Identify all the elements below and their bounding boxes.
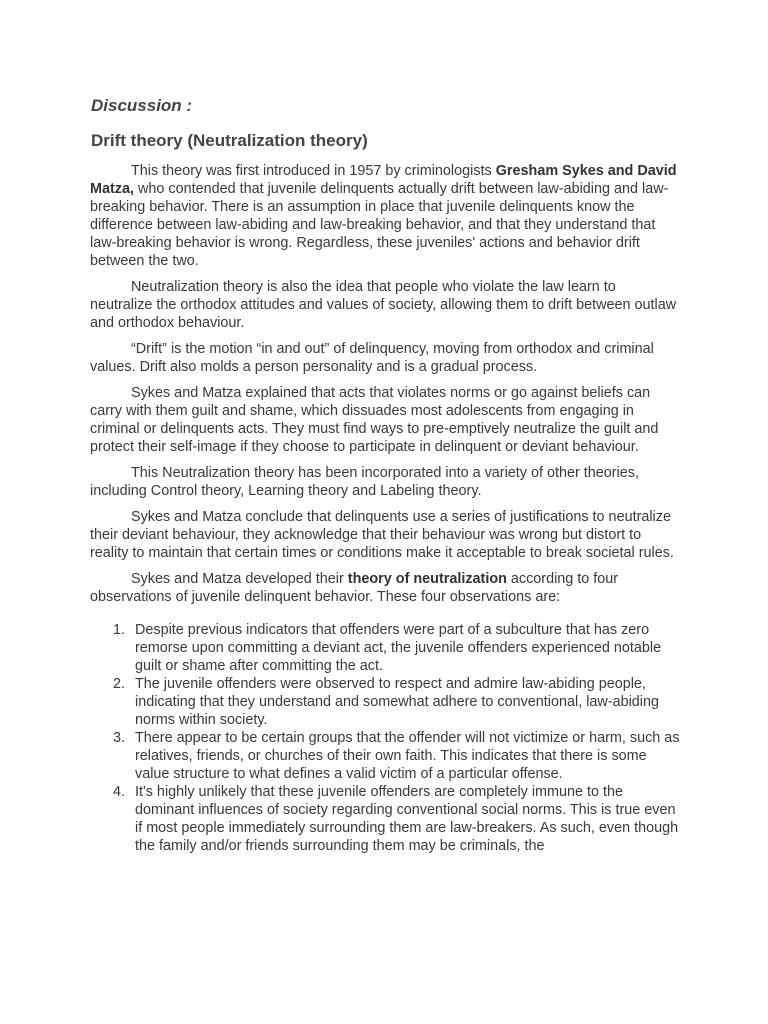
list-item — [90, 621, 680, 675]
paragraph-neutralization: Neutralization theory is also the idea that people who violate the law learn to neutralize the orthodox attitudes and values of society, allowing them to drift between outlaw and orthodox behaviour. — [90, 279, 677, 331]
paragraph-observations-post: according to four observations of juvenile delinquent behavior. These four observations are: — [90, 571, 619, 605]
theory-name: theory of neutralization — [347, 571, 507, 587]
paragraph-guilt: Sykes and Matza explained that acts that violates norms or go against beliefs can carry with them guilt and shame, which dissuades most adolescents from engaging in criminal or delinquents acts. They must find ways to pre-emptively neutralize the guilt and protect their self-image if they choose to participate in delinquent or deviant behaviour. — [90, 385, 659, 455]
paragraph-drift: “Drift” is the motion “in and out” of delinquency, moving from orthodox and criminal values. Drift also molds a person personality and is a gradual process. — [90, 341, 654, 375]
paragraph-observations-pre: Sykes and Matza developed their — [131, 571, 348, 587]
paragraph-justifications: Sykes and Matza conclude that delinquents use a series of justifications to neutralize their deviant behaviour, they acknowledge that their behaviour was wrong but distort to reality to maintain that certain times or conditions make it acceptable to break societal rules. — [90, 509, 674, 561]
list-item-text: There appear to be certain groups that the offender will not victimize or harm, such as relatives, friends, or churches of their own faith. This indicates that there is some value structure to what defines a valid victim of a particular offense. — [135, 730, 680, 782]
section-heading: Discussion : — [91, 96, 193, 115]
paragraph-incorporation: This Neutralization theory has been incorporated into a variety of other theories, including Control theory, Learning theory and Labeling theory. — [90, 465, 639, 499]
list-item — [90, 729, 680, 783]
list-item — [90, 675, 680, 729]
document-body — [90, 162, 680, 855]
paragraph-intro-post: who contended that juvenile delinquents actually drift between law-abiding and law-breaking behavior. There is an assumption in place that juvenile delinquents know the difference between law-abiding and law-breaking behavior, and that they understand that law-breaking behavior is wrong. Regardless, these juveniles' actions and behavior drift between the two. — [90, 181, 669, 269]
list-item-number: 3. — [113, 730, 126, 746]
list-item-text: It's highly unlikely that these juvenile offenders are completely immune to the dominant influences of society regarding conventional social norms. This is true even if most people immediately surrounding them are law-breakers. As such, even though the family and/or friends surrounding them may be criminals, the — [135, 784, 679, 854]
criminologists-names: Gresham Sykes and David Matza, — [90, 163, 677, 197]
list-item-number: 4. — [113, 784, 126, 800]
list-item-number: 1. — [113, 622, 126, 638]
list-item — [90, 783, 680, 855]
observations-list — [90, 621, 680, 855]
paragraph-intro — [90, 162, 680, 270]
document-title: Drift theory (Neutralization theory) — [91, 131, 368, 150]
list-item-text: The juvenile offenders were observed to respect and admire law-abiding people, indicating that they understand and somewhat adhere to conventional, law-abiding norms within society. — [135, 676, 660, 728]
list-item-number: 2. — [113, 676, 126, 692]
paragraph-observations — [90, 570, 680, 606]
list-item-text: Despite previous indicators that offenders were part of a subculture that has zero remorse upon committing a deviant act, the juvenile offenders experienced notable guilt or shame after committing the act. — [135, 622, 662, 674]
paragraph-intro-pre: This theory was first introduced in 1957 by criminologists — [131, 163, 496, 179]
